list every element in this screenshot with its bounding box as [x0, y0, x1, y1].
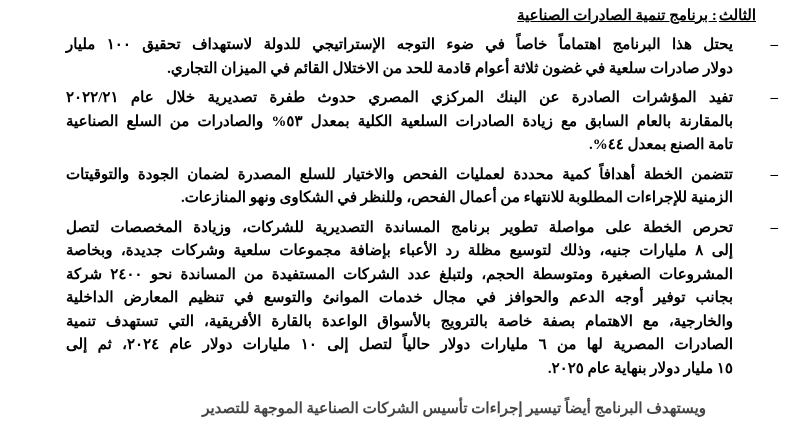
bullet-line: دولار صادرات سلعية في غضون ثلاثة أعوام قادمة للحد من الاختلال القائم في الميزان التجاري.: [167, 60, 733, 77]
bullet-line: إلى ٨ مليارات جنيه، وذلك لتوسيع مظلة رد الأعباء بإضافة مجموعات سلعية وشركات جديدة، وبخاصة: [66, 243, 734, 259]
bullet-list: [66, 34, 778, 387]
bullet-dash: –: [770, 219, 778, 236]
bullet-dash: –: [770, 90, 778, 106]
bullet-line: الصادرات المصرية لها من ٦ مليارات دولار حالياً لتصل إلى ١٠ مليارات دولار عام ٢٠٢٤، ثم إلى: [66, 337, 733, 353]
bullet-line: تامة الصنع بمعدل ٤٤%.: [588, 137, 733, 153]
bullet-dash: –: [770, 166, 778, 183]
bullet-line: تفيد المؤشرات الصادرة عن البنك المركزي المصري حدوث طفرة تصديرية خلال عام ٢٠٢٢/٢١: [66, 90, 733, 106]
bullet-line: يحتل هذا البرنامج اهتماماً خاصاً في ضوء التوجه الإستراتيجي للدولة لاستهداف تحقيق ١٠٠ مليار: [66, 37, 734, 53]
bullet-line: تتضمن الخطة أهدافاً كمية محددة لعمليات الفحص والاختيار للسلع المصدرة لضمان الجودة والتوقيتات: [66, 166, 733, 183]
bullet-item: [66, 87, 778, 158]
bullet-item: [66, 217, 778, 382]
bullet-item: [66, 164, 778, 211]
bullet-line: الزمنية للإجراءات المطلوبة للانتهاء من أعمال الفحص، وللنظر في الشكاوى ونهو المنازعات.: [180, 190, 733, 206]
bullet-line: المشروعات الصغيرة ومتوسطة الحجم، ولتبلغ عدد الشركات المستفيدة من المساندة نحو ٢٤٠٠ شركة: [66, 266, 733, 283]
bullet-item: [66, 34, 778, 81]
bullet-line: تحرص الخطة على مواصلة تطوير برنامج المساندة التصديرية للشركات، وزيادة المخصصات لتصل: [66, 219, 733, 236]
cut-off-text-line: ويستهدف البرنامج أيضاً تيسير إجراءات تأسيس الشركات الصناعية الموجهة للتصدير: [202, 401, 706, 417]
bullet-line: ١٥ مليار دولار بنهاية عام ٢٠٢٥.: [547, 360, 733, 377]
bullet-dash: –: [770, 37, 778, 53]
bullet-line: بالمقارنة بالعام السابق مع زيادة الصادرات السلعية الكلية بمعدل ٥٣% والصادرات من السلع الصناعية: [66, 113, 734, 130]
section-heading: [517, 6, 756, 26]
bullet-line: والخارجية، مع الاهتمام بصفة خاصة بالترويج بالأسواق الواعدة بالقارة الأفريقية، التي تستهدف تنمية: [66, 313, 733, 330]
heading-title: : برنامج تنمية الصادرات الصناعية: [517, 8, 717, 24]
bullet-line: بجانب توفير أوجه الدعم والحوافز في مجال خدمات الموانئ والتوسع في تنظيم المعارض الداخلية: [66, 290, 733, 306]
heading-prefix: الثالث: [718, 8, 756, 24]
